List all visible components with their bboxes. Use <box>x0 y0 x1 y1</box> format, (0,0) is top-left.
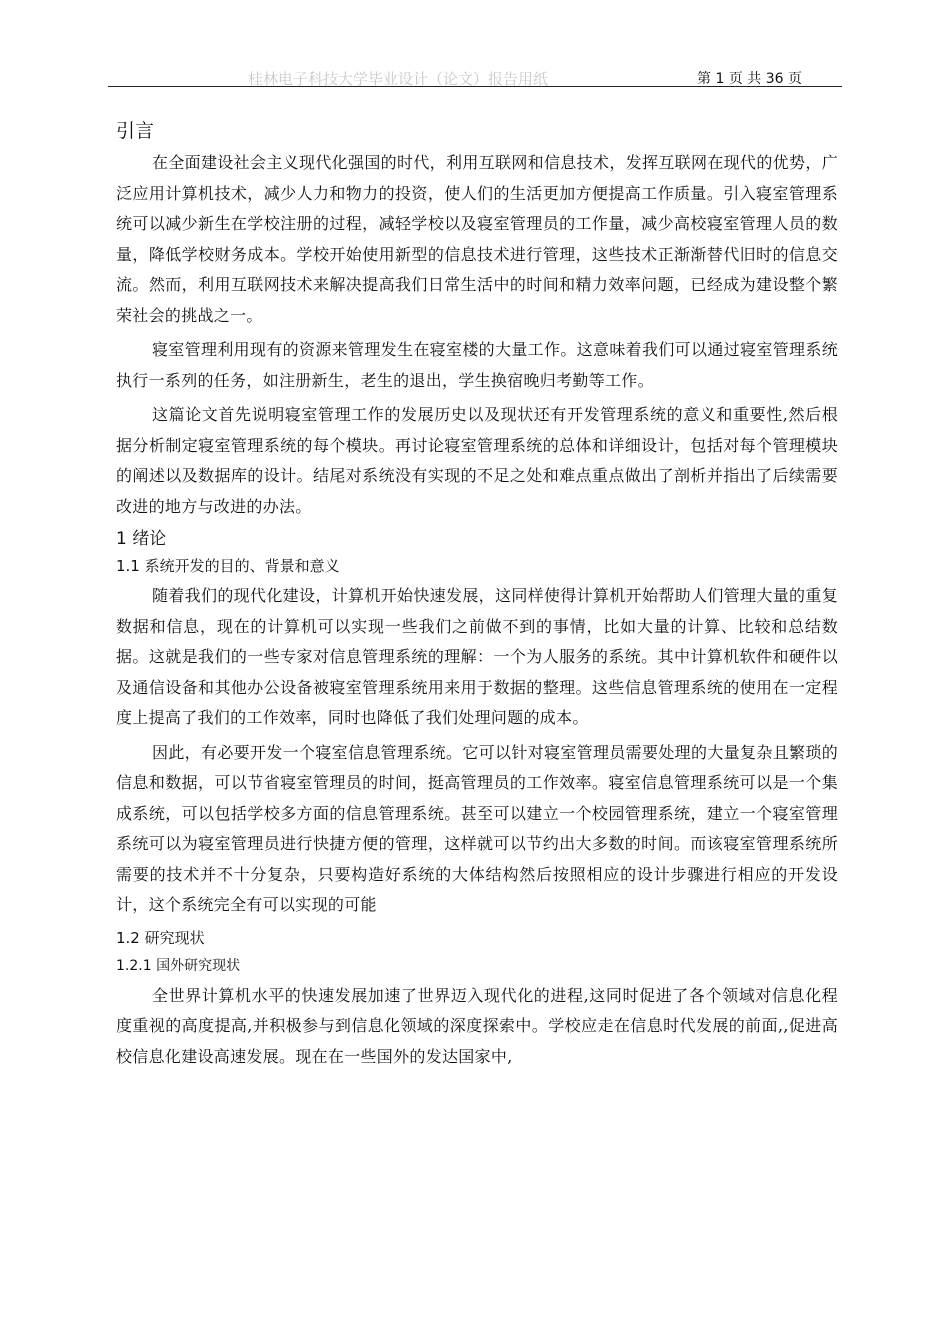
section-1-1-paragraph-2: 因此，有必要开发一个寝室信息管理系统。它可以针对寝室管理员需要处理的大量复杂且繁琐的信息和数据，可以节省寝室管理员的时间，挺高管理员的工作效率。寝室信息管理系统可以是一个集成系统，可以包括学校多方面的信息管理系统。甚至可以建立一个校园管理系统，建立一个寝室管理系统可以为寝室管理员进行快捷方便的管理，这样就可以节约出大多数的时间。而该寝室管理系统所需要的技术并不十分复杂，只要构造好系统的大体结构然后按照相应的设计步骤进行相应的开发设计，这个系统完全有可以实现的可能 <box>116 742 838 914</box>
intro-heading: 引言 <box>116 120 155 142</box>
section-1-1-heading: 1.1 系统开发的目的、背景和意义 <box>116 557 340 575</box>
page-header <box>108 68 842 87</box>
header-page-info: 第 1 页 共 36 页 <box>697 71 802 87</box>
section-1-2-heading: 1.2 研究现状 <box>116 928 205 947</box>
section-1-1-paragraph-1: 随着我们的现代化建设，计算机开始快速发展，这同样使得计算机开始帮助人们管理大量的重复数据和信息，现在的计算机可以实现一些我们之前做不到的事情，比如大量的计算、比较和总结数据。这就是我们的一些专家对信息管理系统的理解：一个为人服务的系统。其中计算机软件和硬件以及通信设备和其他办公设备被寝室管理系统用来用于数据的整理。这些信息管理系统的使用在一定程度上提高了我们的工作效率，同时也降低了我们处理问题的成本。 <box>116 586 838 727</box>
document-body <box>116 118 838 1076</box>
section-1-2-1-paragraph-1: 全世界计算机水平的快速发展加速了世界迈入现代化的进程,这同时促进了各个领域对信息化程度重视的高度提高,并积极参与到信息化领域的深度探索中。学校应走在信息时代发展的前面,,促进高校信息化建设高速发展。现在在一些国外的发达国家中, <box>116 985 838 1066</box>
section-1-2-1-heading: 1.2.1 国外研究现状 <box>116 957 241 974</box>
intro-paragraph-2: 寝室管理利用现有的资源来管理发生在寝室楼的大量工作。这意味着我们可以通过寝室管理系统执行一系列的任务，如注册新生，老生的退出，学生换宿晚归考勤等工作。 <box>116 340 838 390</box>
intro-paragraph-3: 这篇论文首先说明寝室管理工作的发展历史以及现状还有开发管理系统的意义和重要性,然后根据分析制定寝室管理系统的每个模块。再讨论寝室管理系统的总体和详细设计，包括对每个管理模块的阐述以及数据库的设计。结尾对系统没有实现的不足之处和难点重点做出了剖析并指出了后续需要改进的地方与改进的办法。 <box>116 405 838 516</box>
header-title: 桂林电子科技大学毕业设计（论文）报告用纸 <box>248 70 549 88</box>
intro-paragraph-1: 在全面建设社会主义现代化强国的时代，利用互联网和信息技术，发挥互联网在现代的优势，广泛应用计算机技术，减少人力和物力的投资，使人们的生活更加方便提高工作质量。引入寝室管理系统可以减少新生在学校注册的过程，减轻学校以及寝室管理员的工作量，减少高校寝室管理人员的数量，降低学校财务成本。学校开始使用新型的信息技术进行管理，这些技术正渐渐替代旧时的信息交流。然而，利用互联网技术来解决提高我们日常生活中的时间和精力效率问题，已经成为建设整个繁荣社会的挑战之一。 <box>116 153 838 325</box>
chapter-1-heading: 1 绪论 <box>116 529 167 549</box>
